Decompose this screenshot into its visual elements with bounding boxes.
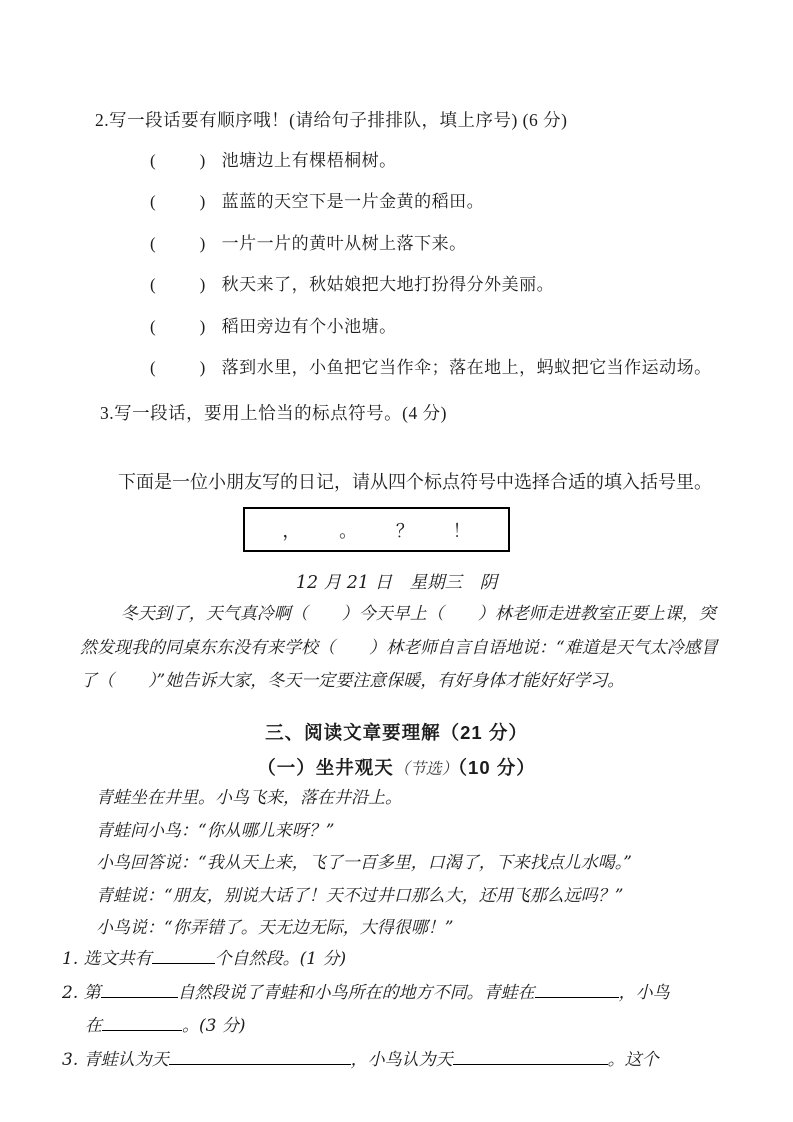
diary-text [80,598,730,699]
passage-line: 小鸟回答说：“我从天上来，飞了一百多里，口渴了，下来找点儿水喝。” [96,853,632,873]
comprehension-q1 [62,945,346,971]
sequence-item [150,149,397,173]
close-paren: ) [199,151,206,170]
passage-title: （一）坐井观天 [257,757,394,778]
punctuation-comma: ， [282,520,301,541]
q2-text: 。(3 分) [182,1015,246,1036]
answer-blank [102,1012,182,1031]
open-paren: ( [150,151,156,170]
punctuation-exclamation-mark: ！ [452,520,471,541]
close-paren: ) [199,358,206,377]
open-paren: ( [150,275,156,294]
open-paren: ( [150,358,156,377]
q2-text: ，小鸟 [618,982,670,1003]
sequence-item-text: 一片一片的黄叶从树上落下来。 [221,234,467,253]
sequence-item-text: 落到水里，小鱼把它当作伞；落在地上，蚂蚁把它当作运动场。 [221,358,712,377]
answer-parens [150,358,205,377]
passage-line: 小鸟说：“你弄错了。天无边无际，大得很哪！” [96,918,454,938]
punctuation-question-mark: ？ [395,520,414,541]
sequence-item [150,190,484,214]
reading-passage [62,782,742,945]
answer-blank [453,1046,608,1065]
sequence-item-text: 池塘边上有棵梧桐树。 [221,151,397,170]
passage-line: 青蛙坐在井里。小鸟飞来，落在井沿上。 [96,788,402,808]
sequence-item-text: 蓝蓝的天空下是一片金黄的稻田。 [221,192,485,211]
diary-line: 然发现我的同桌东东没有来学校（ ）林老师自言自语地说：“难道是天气太冷感冒 [80,637,718,658]
q2-text: 2. 第 [62,982,101,1003]
q2-text: 在 [85,1015,102,1036]
q3-text: 。这个 [607,1049,659,1070]
answer-blank [535,979,619,998]
passage-line: 青蛙说：“朋友，别说大话了！天不过井口那么大，还用飞那么远吗？” [96,885,624,906]
answer-parens [150,234,205,253]
answer-blank [101,979,178,998]
answer-parens [150,275,205,294]
close-paren: ) [199,317,206,336]
answer-blank [152,945,215,964]
open-paren: ( [150,192,156,211]
close-paren: ) [199,192,206,211]
close-paren: ) [199,234,206,253]
comprehension-q2-line2 [85,1012,245,1038]
question3-intro: 下面是一位小朋友写的日记，请从四个标点符号中选择合适的填入括号里。 [118,472,712,492]
q1-text: 个自然段。(1 分) [214,948,347,969]
sequence-item [150,356,712,380]
question3-title: 3.写一段话，要用上恰当的标点符号。(4 分) [100,403,447,423]
diary-line: 了（ ）”她告诉大家，冬天一定要注意保暖，有好身体才能好好学习。 [80,671,625,691]
q3-text: ，小鸟认为天 [350,1049,453,1070]
answer-blank [169,1046,351,1065]
passage-line: 青蛙问小鸟：“你从哪儿来呀？” [96,820,335,841]
q3-text: 3. 青蛙认为天 [62,1049,169,1070]
punctuation-period: 。 [339,520,358,541]
open-paren: ( [150,234,156,253]
answer-parens [150,192,205,211]
question2-title: 2.写一段话要有顺序哦！(请给句子排排队，填上序号) (6 分) [95,110,568,130]
section3-heading: 三、阅读文章要理解（21 分） [265,722,528,743]
q1-text: 1. 选文共有 [62,948,152,969]
diary-date-line: 12 月 21 日 星期三 阴 [295,573,498,593]
q2-text: 自然段说了青蛙和小鸟所在的地方不同。青蛙在 [177,982,535,1003]
comprehension-q3 [62,1046,659,1072]
sequence-item [150,273,554,297]
close-paren: ) [199,275,206,294]
comprehension-q2-line1 [62,979,670,1005]
sequence-item-text: 秋天来了，秋姑娘把大地打扮得分外美丽。 [221,275,555,294]
passage-note: （节选） [393,761,458,778]
open-paren: ( [150,317,156,336]
passage-subtitle [0,754,793,780]
sequence-item [150,315,397,339]
diary-line: 冬天到了，天气真冷啊（ ）今天早上（ ）林老师走进教室正要上课，突 [120,604,716,624]
punctuation-options-box [243,507,510,552]
sequence-item-text: 稻田旁边有个小池塘。 [221,317,397,336]
passage-score: （10 分） [457,757,536,778]
sequence-item [150,232,467,256]
answer-parens [150,317,205,336]
answer-parens [150,151,205,170]
